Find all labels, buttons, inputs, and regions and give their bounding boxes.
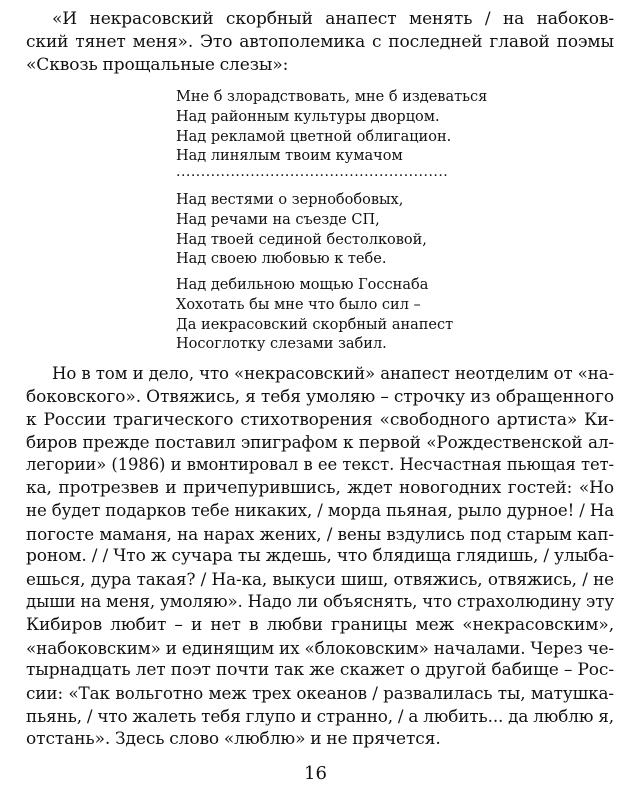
text-line: дыши на меня, умоляю». Надо ли объяснять, что страхолюдину эту xyxy=(26,591,614,611)
poem-stanza-3 xyxy=(176,276,536,355)
poem-stanza-2 xyxy=(176,191,536,270)
text-line: «Сквозь прощальные слезы»: xyxy=(26,54,289,75)
text-line: легории» (1986) и вмонтировал в ее текст. Несчастная пьющая тет- xyxy=(26,455,614,475)
text-line: «И некрасовский скорбный анапест менять / на набоков- xyxy=(52,9,614,29)
text-line: сии: «Так вольготно меж трех океанов / развалилась ты, матушка- xyxy=(26,683,614,704)
poem-line: Над твоей сединой бестолковой, xyxy=(176,231,427,248)
intro-paragraph xyxy=(26,8,614,76)
poem-line: Над своею любовью к тебе. xyxy=(176,251,387,268)
poem-line: Над районным культуры дворцом. xyxy=(176,108,440,125)
text-line: пьянь, / что жалеть тебя глупо и странно, / а любить... да люблю я, xyxy=(26,705,614,726)
text-line: роном. / / Что ж сучара ты ждешь, что блядища глядишь, / улыба- xyxy=(26,546,614,567)
text-line: Кибиров любит – и нет в любви границы меж «некрасовским», xyxy=(26,614,614,635)
poem-line: Мне б злорадствовать, мне б издеваться xyxy=(176,89,488,105)
poem-line: Да иекрасовский скорбный анапест xyxy=(176,316,454,333)
poem-line: Над линялым твоим кумачом xyxy=(176,148,403,165)
poem-line: Над дебильною мощью Госснаба xyxy=(176,277,429,293)
poem-line: Носоглотку слезами забил. xyxy=(176,336,387,353)
text-line: ешься, дура такая? / На-ка, выкуси шиш, отвяжись, отвяжись, / не xyxy=(26,569,614,590)
text-line: «набоковским» и единящим их «блоковским» началами. Через че- xyxy=(26,637,614,658)
text-line: боковского». Отвяжись, я тебя умоляю – строчку из обращенного xyxy=(26,386,614,407)
poem-line: Над речами на съезде СП, xyxy=(176,211,380,228)
poem-line: Над вестями о зернобобовых, xyxy=(176,192,404,208)
text-line: отстань». Здесь слово «люблю» и не прячется. xyxy=(26,728,441,749)
text-line: биров прежде поставил эпиграфом к первой «Рождественской ал- xyxy=(26,432,614,453)
text-line: ский тянет меня». Это автополемика с последней главой поэмы xyxy=(26,31,614,52)
poem-ellipsis: ....................................................... xyxy=(176,164,449,180)
page-number: 16 xyxy=(304,763,327,784)
text-line: ка, протрезвев и причепурившись, ждет новогодних гостей: «Но xyxy=(26,477,614,498)
poem-line: Над рекламой цветной облигацион. xyxy=(176,128,452,145)
text-line: тырнадцать лет поэт почти так же скажет о другой бабище – Рос- xyxy=(26,660,614,681)
poem-stanza-1 xyxy=(176,88,536,167)
poem-line: Хохотать бы мне что было сил – xyxy=(176,296,421,313)
text-line: Но в том и дело, что «некрасовский» анапест неотделим от «на- xyxy=(52,364,614,383)
body-paragraph xyxy=(26,363,614,751)
text-line: погосте маманя, на нарах жених, / вены вздулись под старым кап- xyxy=(26,523,614,544)
text-line: к России трагического стихотворения «свободного артиста» Ки- xyxy=(26,409,614,430)
text-line: не будет подарков тебе никаких, / морда пьяная, рыло дурное! / На xyxy=(26,500,614,520)
